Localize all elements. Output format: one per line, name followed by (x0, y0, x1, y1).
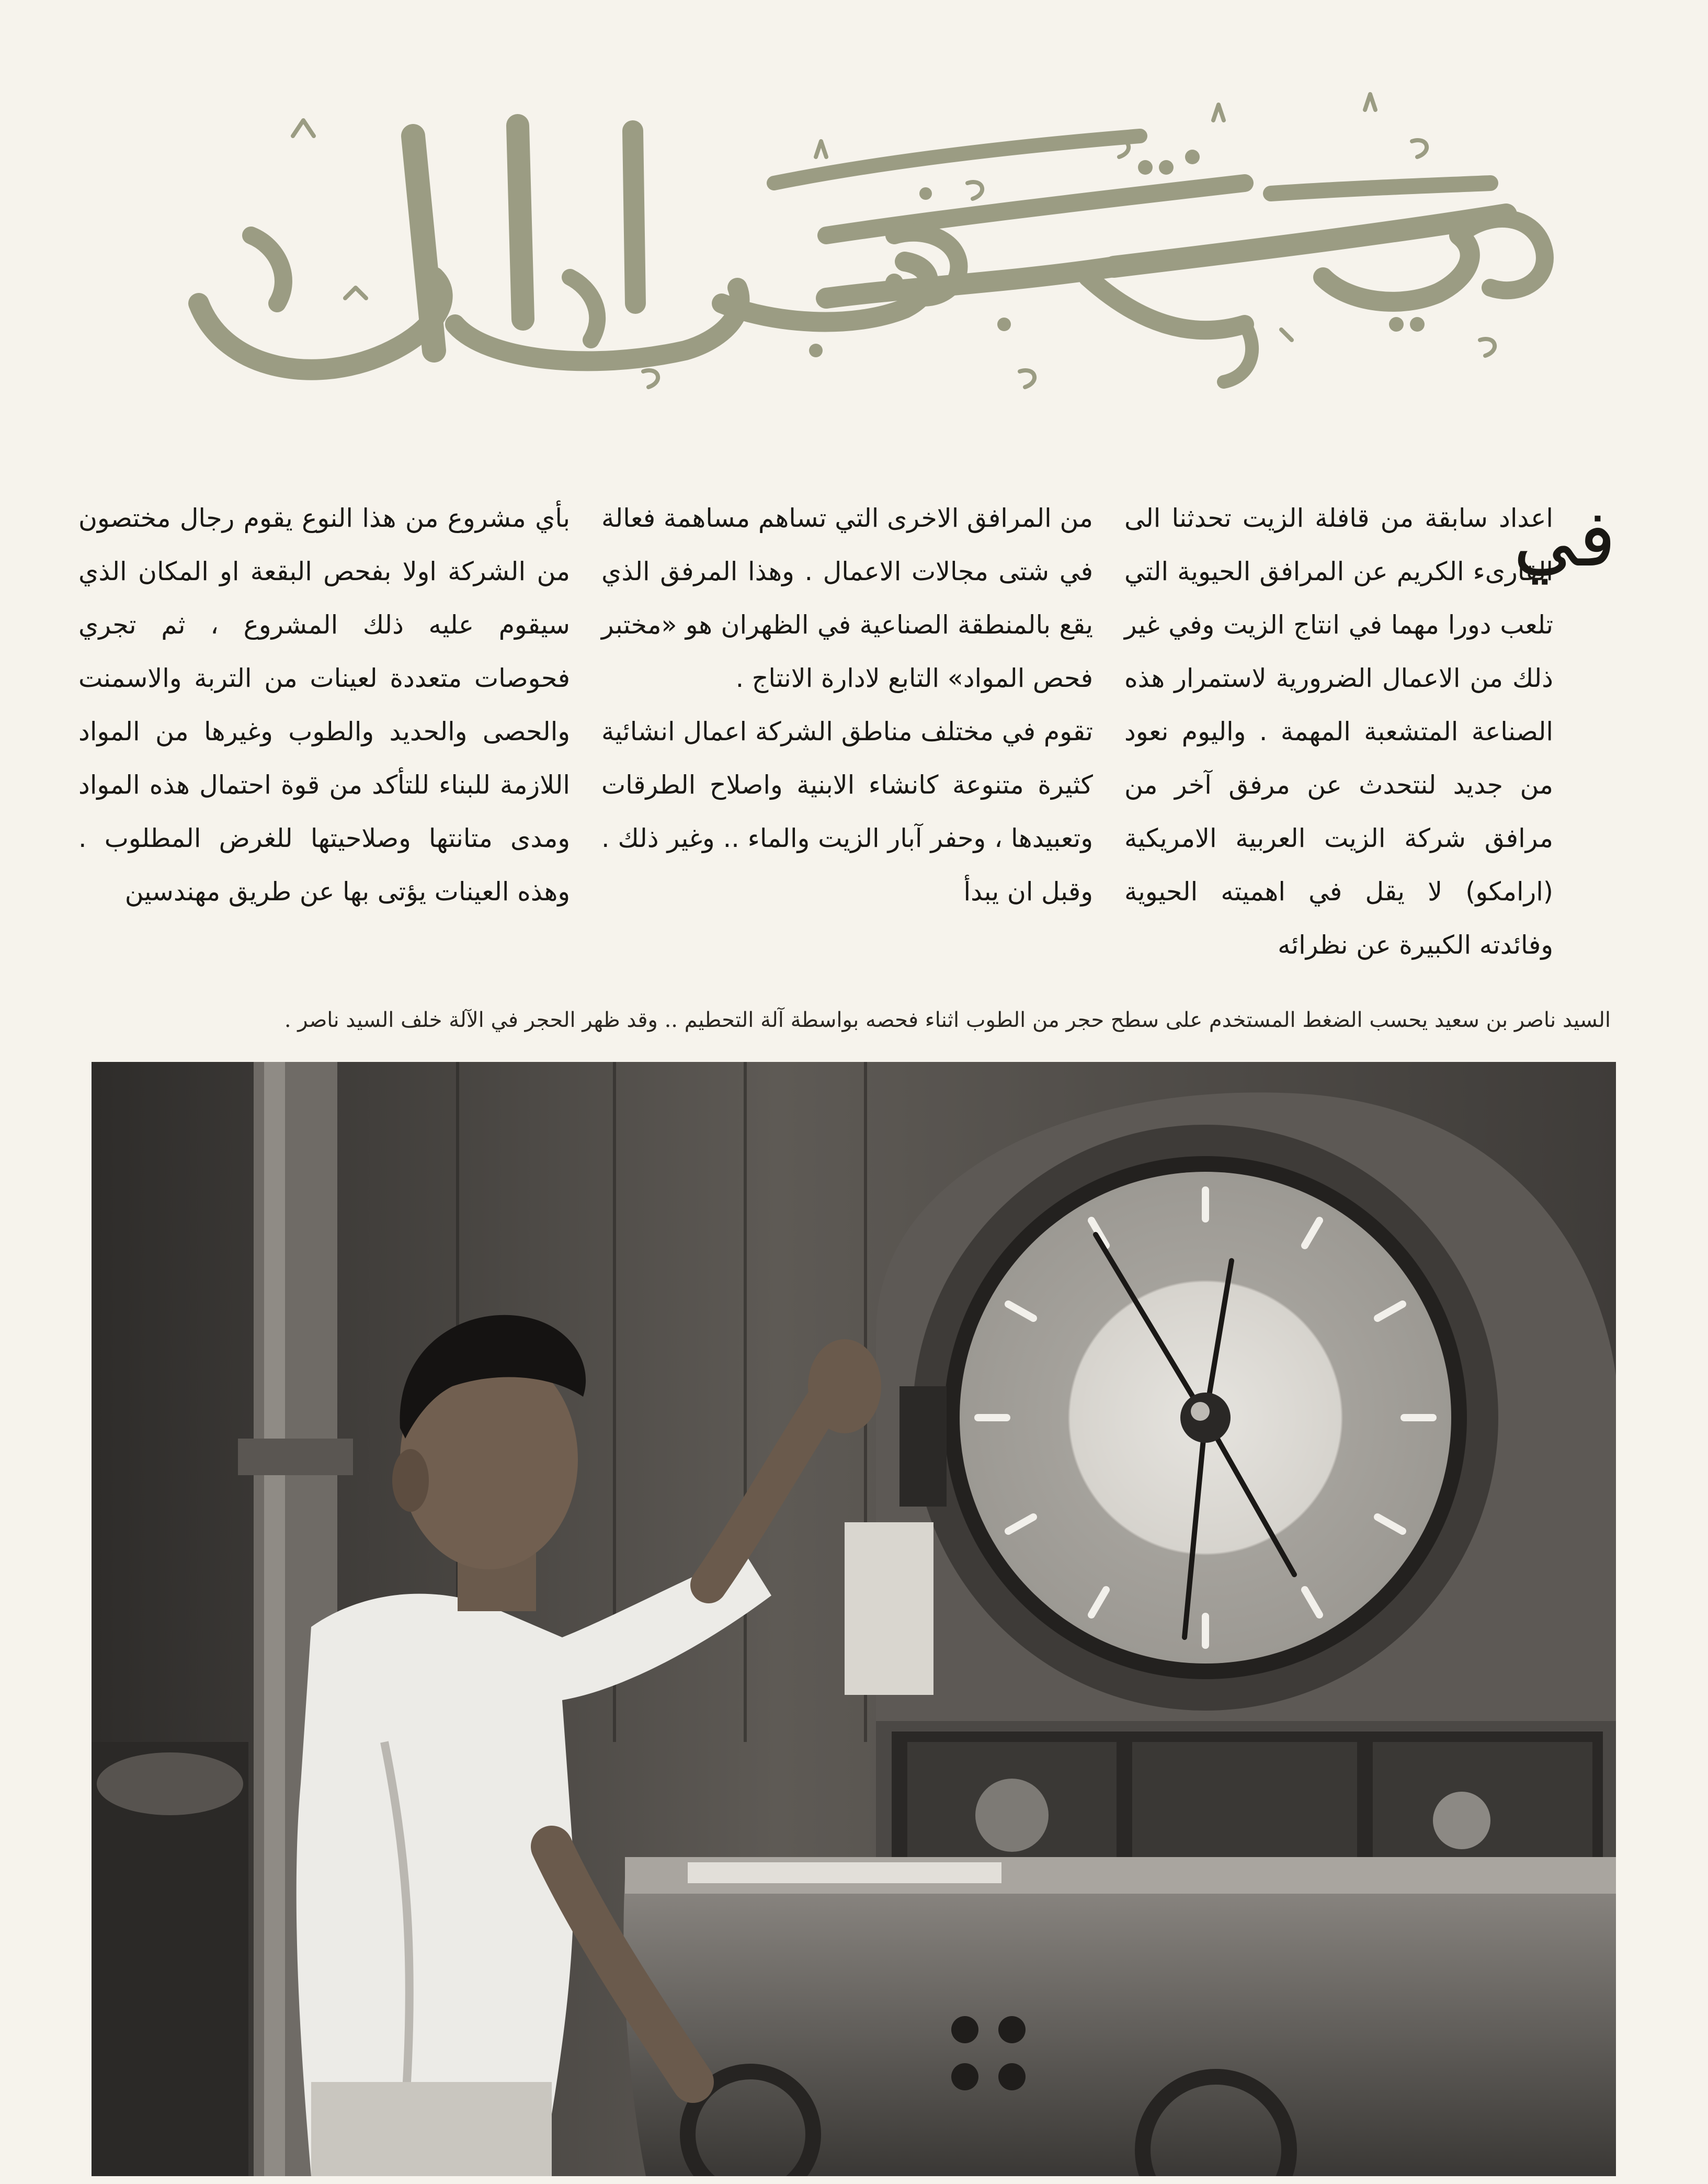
column-1-text: اعداد سابقة من قافلة الزيت تحدثنا الى القارىء الكريم عن المرافق الحيوية التي تلعب دورا مهما في انتاج الزيت وفي غير ذلك من الاعمال الضرورية لاستمرار هذه الصناعة المتشعبة المهمة . واليوم نعود من جديد لنتحدث عن مرفق آخر من مرافق شركة الزيت العربية الامريكية (ارامكو) لا يقل في اهميته الحيوية وفائدته الكبيرة عن نظرائه (1124, 503, 1553, 960)
drop-cap: في (1513, 493, 1616, 584)
article-column-2 (601, 492, 1093, 952)
photograph (92, 1062, 1616, 2176)
title-calligraphy-art (120, 78, 1585, 403)
photo-illustration (92, 1062, 1616, 2176)
article-column-3 (78, 492, 570, 952)
column-3-text: بأي مشروع من هذا النوع يقوم رجال مختصون من الشركة اولا بفحص البقعة او المكان الذي سيقوم عليه ذلك المشروع ، ثم تجري فحوصات متعددة لعينات من التربة والاسمنت والحصى والحديد والطوب وغيرها من المواد اللازمة للبناء للتأكد من قوة احتمال هذه المواد ومدى متانتها وصلاحيتها للغرض المطلوب . وهذه العينات يؤتى بها عن طريق مهندسين (78, 503, 570, 907)
column-2-text: من المرافق الاخرى التي تساهم مساهمة فعالة في شتى مجالات الاعمال . وهذا المرفق الذي يقع بالمنطقة الصناعية في الظهران هو «مختبر فحص المواد» التابع لادارة الانتاج . (601, 503, 1093, 693)
article-columns (78, 492, 1616, 960)
article-column-1 (1124, 492, 1616, 960)
photo-caption: السيد ناصر بن سعيد يحسب الضغط المستخدم على سطح حجر من الطوب اثناء فحصه بواسطة آلة التحطيم .. وقد ظهر الحجر في الآلة خلف السيد ناصر . (284, 1008, 1611, 1032)
column-2-text-para2: تقوم في مختلف مناطق الشركة اعمال انشائية كثيرة متنوعة كانشاء الابنية واصلاح الطرقات وتعبيدها ، وحفر آبار الزيت والماء .. وغير ذلك . وقبل ان يبدأ (601, 717, 1093, 907)
calligraphic-title (120, 78, 1585, 403)
